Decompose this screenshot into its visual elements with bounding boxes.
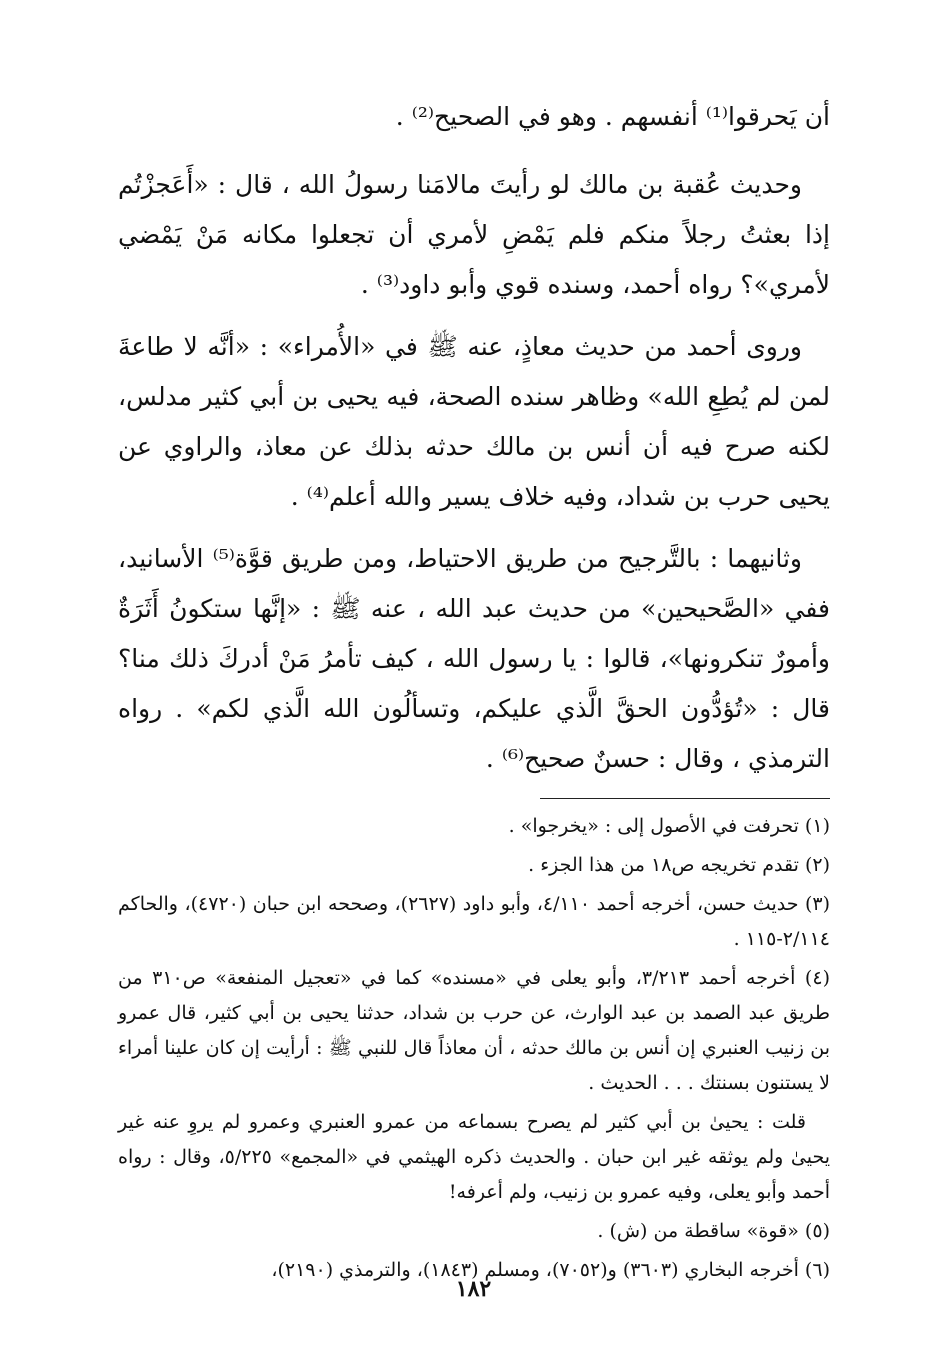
footnote-1: (١) تحرفت في الأصول إلى : «يخرجوا» . xyxy=(508,815,830,837)
footnote-separator xyxy=(540,798,830,799)
footnote-4: (٤) أخرجه أحمد ٣/٢١٣، وأبو يعلى في «مسنده» كما في «تعجيل المنفعة» ص٣١٠ من طريق عبد الصمد بن عبد الوارث، عن حرب بن شداد، حدثنا يحيى بن أبي كثير، قال عمرو بن زنيب العنبري إن أنس بن مالك حدثه ، أن معاذاً قال للنبي ﷺ : أرأيت إن كان علينا أمراء لا يستنون بسنتك . . . الحديث . xyxy=(118,967,830,1094)
footnotes xyxy=(118,809,830,1288)
footnote-3: (٣) حديث حسن، أخرجه أحمد ٤/١١٠، وأبو داود (٢٦٢٧)، وصححه ابن حبان (٤٧٢٠)، والحاكم ٢/١١٤-١١٥ . xyxy=(118,893,830,950)
footnote-6: (٦) أخرجه البخاري (٣٦٠٣) و(٧٠٥٢)، ومسلم (١٨٤٣)، والترمذي (٢١٩٠)، xyxy=(271,1259,830,1281)
main-paragraph-1: أن يَحرقوا⁽¹⁾ أنفسهم . وهو في الصحيح⁽²⁾ . xyxy=(395,102,830,131)
footnote-4-comment: قلت : يحيىٰ بن أبي كثير لم يصرح بسماعه من عمرو العنبري وعمرو لم يروِ عنه غير يحيىٰ ولم يوثقه غير ابن حبان . والحديث ذكره الهيثمي في «المجمع» ٥/٢٢٥، وقال : رواه أحمد وأبو يعلى، وفيه عمرو بن زنيب، ولم أعرفه! xyxy=(118,1111,831,1203)
footnote-5: (٥) «قوة» ساقطة من (ش) . xyxy=(597,1220,830,1242)
main-paragraph-2: وحديث عُقبة بن مالك لو رأيتَ مالامَنا رسولُ الله ، قال : «أَعَجزْتُم إذا بعثتُ رجلاً منكم فلم يَمْضِ لأمري أن تجعلوا مكانه مَنْ يَمْضي لأمري»؟ رواه أحمد، وسنده قوي وأبو داود⁽³⁾ . xyxy=(118,170,830,299)
page-number: ١٨٢ xyxy=(455,1276,492,1302)
main-paragraph-4: وثانيهما : بالتَّرجيح من طريق الاحتياط، ومن طريق قوَّة⁽⁵⁾ الأسانيد، ففي «الصَّحيحين» من حديث عبد الله ، عنه ﷺ : «إنَّها ستكونُ أَثَرَةٌ وأمورٌ تنكرونها»، قالوا : يا رسول الله ، كيف تأمرُ مَنْ أدركَ ذلك منا؟ قال : «تُؤدُّون الحقَّ الَّذي عليكم، وتسألُون الله الَّذي لكم» . رواه الترمذي ، وقال : حسنٌ صحيح⁽⁶⁾ . xyxy=(118,544,830,773)
page-body xyxy=(118,92,830,1292)
footnote-2: (٢) تقدم تخريجه ص١٨ من هذا الجزء . xyxy=(528,854,830,876)
main-text xyxy=(118,92,830,784)
main-paragraph-3: وروى أحمد من حديث معاذٍ، عنه ﷺ في «الأُمراء» : «أنَّه لا طاعةَ لمن لم يُطِعِ الله» وظاهر سنده الصحة، فيه يحيى بن أبي كثير مدلس، لكنه صرح فيه أن أنس بن مالك حدثه بذلك عن معاذ، والراوي عن يحيى حرب بن شداد، وفيه خلاف يسير والله أعلم⁽⁴⁾ . xyxy=(118,332,830,511)
